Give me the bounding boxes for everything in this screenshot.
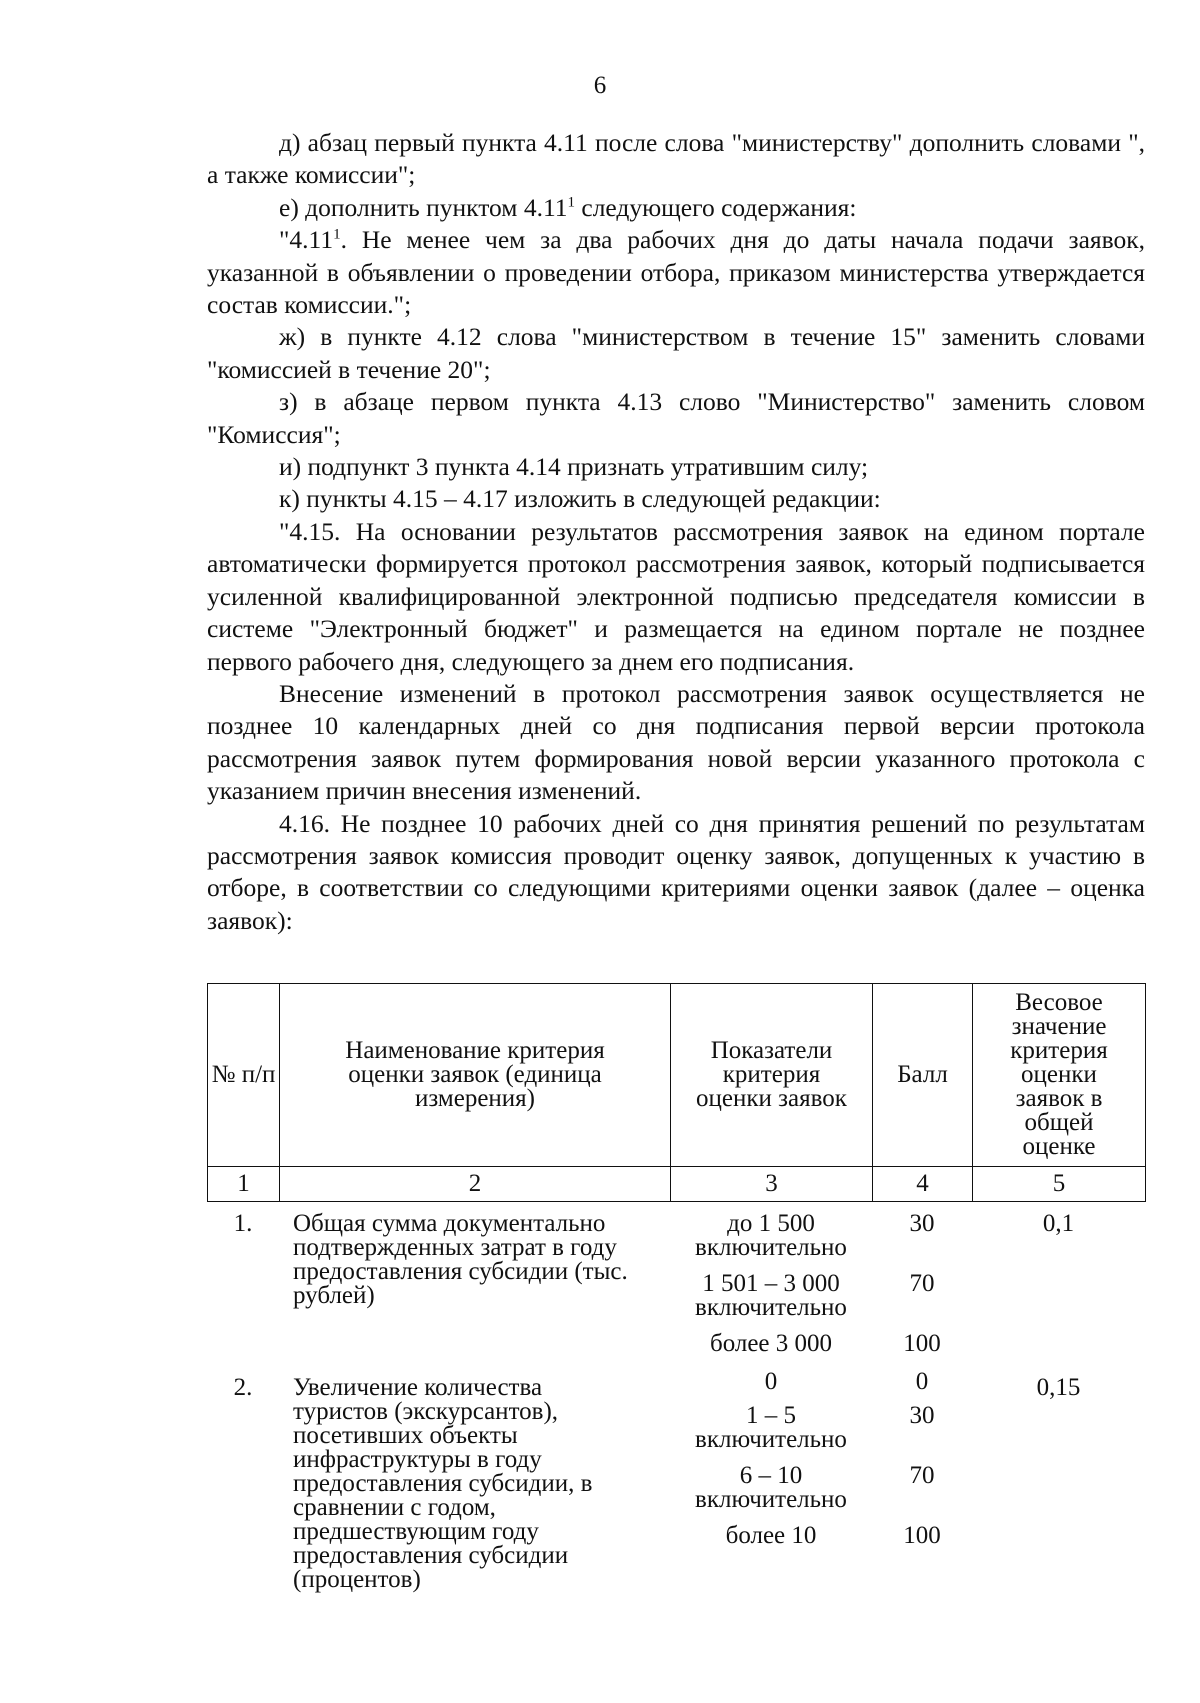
paragraph-z: з) в абзаце первом пункта 4.13 слово "Министерство" заменить словом "Комиссия"; bbox=[207, 387, 1145, 449]
row-number: 2. bbox=[233, 1374, 253, 1401]
score-value: 70 bbox=[909, 1462, 935, 1489]
criterion-name-text: Увеличение количества туристов (экскурсантов), посетивших объекты инфраструктуры в году предоставления субсидии, в сравнении с годом, предшествующим году предоставления субсидии (процентов) bbox=[293, 1374, 593, 1593]
table-row bbox=[207, 1366, 1145, 1592]
paragraph-amendments: Внесение изменений в протокол рассмотрения заявок осуществляется не позднее 10 календарных дней со дня подписания первой версии протокола рассмотрения заявок путем формирования новой версии указанного протокола с указанием причин внесения изменений. bbox=[207, 678, 1145, 806]
score-value: 0 bbox=[915, 1368, 929, 1395]
indicator-sub: включительно bbox=[695, 1234, 847, 1261]
indicator-item bbox=[670, 1404, 872, 1464]
criteria-table-header bbox=[207, 983, 1146, 1202]
paragraph-zh: ж) в пункте 4.12 слова "министерством в течение 15" заменить словами "комиссией в течение 20"; bbox=[207, 322, 1145, 384]
table-row bbox=[207, 1202, 1145, 1366]
score-value: 70 bbox=[909, 1270, 935, 1297]
indicator-item bbox=[670, 1212, 872, 1272]
paragraph-4-11-1-rest: . Не менее чем за два рабочих дня до даты начала подачи заявок, указанной в объявлении о проведении отбора, приказом министерства утверждается состав комиссии."; bbox=[207, 225, 1145, 320]
row-number: 1. bbox=[233, 1210, 253, 1237]
paragraph-k: к) пункты 4.15 – 4.17 изложить в следующей редакции: bbox=[279, 484, 881, 514]
header-indicators: Показатели критерия оценки заявок bbox=[671, 984, 873, 1167]
document-body bbox=[207, 127, 1145, 937]
page-number: 6 bbox=[593, 72, 607, 99]
paragraph-4-11-1-start: "4.11 bbox=[279, 225, 334, 255]
paragraph-e-suffix: следующего содержания: bbox=[575, 192, 857, 222]
paragraph-4-15: "4.15. На основании результатов рассмотрения заявок на едином портале автоматически формируется протокол рассмотрения заявок, который подписывается усиленной квалифицированной электронной подписью председателя комиссии в системе "Электронный бюджет" и размещается на едином портале не позднее первого рабочего дня, следующего за днем его подписания. bbox=[207, 516, 1145, 676]
indicator-item bbox=[670, 1272, 872, 1332]
row-scores bbox=[872, 1202, 972, 1366]
column-number-1: 1 bbox=[208, 1167, 280, 1202]
header-score: Балл bbox=[873, 984, 973, 1167]
superscript-1: 1 bbox=[333, 226, 341, 243]
indicator-sub: включительно bbox=[695, 1294, 847, 1321]
row-indicators bbox=[670, 1366, 872, 1592]
paragraph-i: и) подпункт 3 пункта 4.14 признать утратившим силу; bbox=[279, 452, 869, 482]
score-value: 30 bbox=[909, 1402, 935, 1429]
row-criterion-name bbox=[279, 1202, 670, 1366]
score-value: 30 bbox=[909, 1210, 935, 1237]
indicator-label: 1 501 – 3 000 bbox=[702, 1270, 840, 1297]
indicator-label: более 10 bbox=[725, 1522, 817, 1549]
header-criterion-name: Наименование критерия оценки заявок (единица измерения) bbox=[280, 984, 671, 1167]
indicator-label: 6 – 10 bbox=[739, 1462, 803, 1489]
paragraph-d: д) абзац первый пункта 4.11 после слова "министерству" дополнить словами ", а также комиссии"; bbox=[207, 128, 1145, 190]
column-number-4: 4 bbox=[873, 1167, 973, 1202]
column-number-5: 5 bbox=[973, 1167, 1146, 1202]
indicator-label: более 3 000 bbox=[709, 1330, 833, 1357]
indicator-label: 0 bbox=[764, 1368, 778, 1395]
indicator-item bbox=[670, 1524, 872, 1558]
row-scores bbox=[872, 1366, 972, 1592]
header-weight: Весовое значение критерия оценки заявок в общей оценке bbox=[973, 984, 1146, 1167]
paragraph-4-16: 4.16. Не позднее 10 рабочих дней со дня принятия решений по результатам рассмотрения заявок комиссия проводит оценку заявок, допущенных к участию в отборе, в соответствии со следующими критериями оценки заявок (далее – оценка заявок): bbox=[207, 808, 1145, 935]
row-weight: 0,1 bbox=[1042, 1210, 1075, 1237]
criterion-name-text: Общая сумма документально подтвержденных затрат в году предоставления субсидии (тыс. рублей) bbox=[293, 1210, 628, 1309]
criteria-table bbox=[207, 983, 1145, 1592]
header-number: № п/п bbox=[208, 984, 280, 1167]
indicator-label: 1 – 5 bbox=[746, 1402, 796, 1429]
score-value: 100 bbox=[903, 1330, 941, 1357]
indicator-sub: включительно bbox=[695, 1486, 847, 1513]
indicator-item bbox=[670, 1464, 872, 1524]
indicator-item bbox=[670, 1332, 872, 1366]
indicator-item bbox=[670, 1370, 872, 1404]
paragraph-e bbox=[207, 192, 1145, 224]
indicator-sub: включительно bbox=[695, 1426, 847, 1453]
superscript-1: 1 bbox=[567, 194, 575, 211]
row-indicators bbox=[670, 1202, 872, 1366]
row-weight: 0,15 bbox=[1036, 1374, 1081, 1401]
paragraph-4-11-1 bbox=[207, 224, 1145, 321]
paragraph-e-text: е) дополнить пунктом 4.11 bbox=[279, 192, 568, 222]
indicator-label: до 1 500 bbox=[727, 1210, 815, 1237]
column-number-3: 3 bbox=[671, 1167, 873, 1202]
row-criterion-name bbox=[279, 1366, 670, 1592]
column-number-2: 2 bbox=[280, 1167, 671, 1202]
score-value: 100 bbox=[903, 1522, 941, 1549]
criteria-table-body bbox=[207, 1202, 1145, 1592]
